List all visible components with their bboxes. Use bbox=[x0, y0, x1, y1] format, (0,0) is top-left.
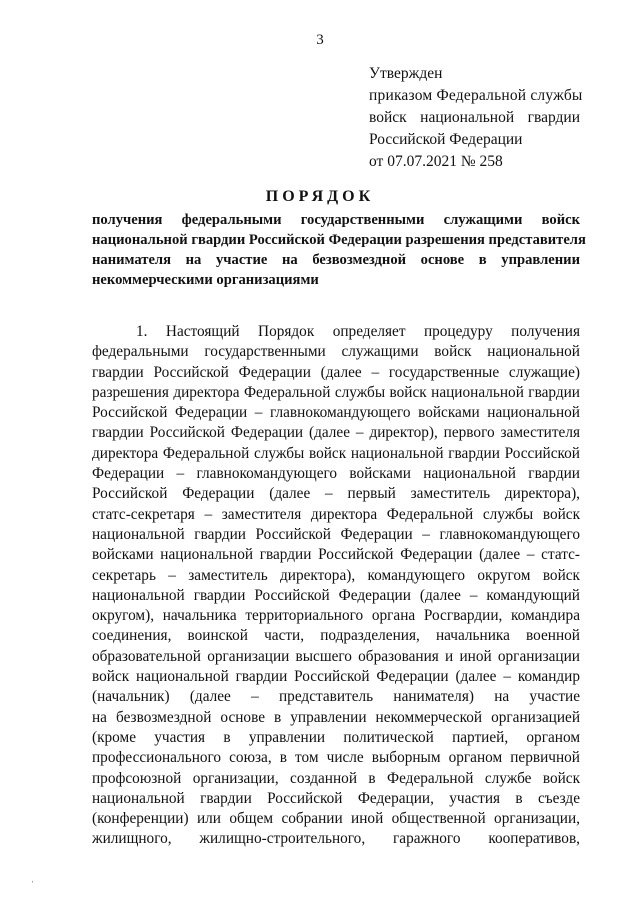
body-line: федеральными государственными служащими войск национальной bbox=[92, 343, 580, 361]
body-line: войск национальной гвардии Российской Федерации (далее – командир bbox=[92, 668, 580, 686]
approval-line: от 07.07.2021 № 258 bbox=[369, 153, 503, 170]
body-line: 1. Настоящий Порядок определяет процедуру получения bbox=[136, 323, 580, 340]
approval-stamp bbox=[369, 63, 583, 173]
body-line: округом), начальника территориального органа Росгвардии, командира bbox=[92, 607, 580, 625]
body-line: профессионального союза, в том числе выборным органом первичной bbox=[92, 749, 580, 767]
body-line: национальной гвардии Российской Федерации, участия в съезде bbox=[92, 789, 580, 807]
body-line: профсоюзной организации, созданной в Федеральной службе войск bbox=[92, 769, 580, 787]
subtitle-line: национальной гвардии Российской Федерации разрешения представителя bbox=[92, 232, 586, 248]
approval-line: войск национальной гвардии bbox=[369, 109, 580, 126]
body-line: гвардии Российской Федерации (далее – директор), первого заместителя bbox=[92, 424, 580, 442]
body-line: (конференции) или общем собрании иной общественной организации, bbox=[92, 810, 580, 828]
subtitle-line: некоммерческими организациями bbox=[92, 272, 319, 288]
body-line: секретарь – заместитель директора), командующего округом войск bbox=[92, 566, 580, 584]
document-subtitle bbox=[92, 210, 586, 290]
body-line: национальной гвардии Российской Федерации (далее – командующий bbox=[92, 586, 580, 604]
subtitle-line: получения федеральными государственными служащими войск bbox=[92, 212, 580, 228]
body-line: Федерации – главнокомандующего войсками национальной гвардии bbox=[92, 465, 580, 483]
body-line: национальной гвардии Российской Федерации – главнокомандующего bbox=[92, 525, 580, 543]
body-paragraph bbox=[92, 322, 580, 850]
body-line: гвардии Российской Федерации (далее – государственные служащие) bbox=[92, 363, 580, 381]
body-line: соединения, воинской части, подразделения, начальника военной bbox=[92, 627, 580, 645]
body-line: статс-секретаря – заместителя директора Федеральной службы войск bbox=[92, 505, 580, 523]
body-line: образовательной организации высшего образования и иной организации bbox=[92, 647, 580, 665]
body-line: разрешения директора Федеральной службы войск национальной гвардии bbox=[92, 383, 580, 401]
approval-line: Утвержден bbox=[369, 65, 443, 82]
body-line: (кроме участия в управлении политической партией, органом bbox=[92, 728, 580, 746]
page-number: 3 bbox=[316, 32, 324, 48]
approval-line: Российской Федерации bbox=[369, 131, 523, 148]
body-line: Российской Федерации – главнокомандующего войсками национальной bbox=[92, 404, 580, 422]
body-line: на безвозмездной основе в управлении некоммерческой организацией bbox=[92, 708, 580, 726]
subtitle-line: нанимателя на участие на безвозмездной основе в управлении bbox=[92, 252, 580, 268]
approval-line: приказом Федеральной службы bbox=[369, 87, 583, 104]
body-line: (начальник) (далее – представитель нанимателя) на участие bbox=[92, 688, 580, 706]
body-line: директора Федеральной службы войск национальной гвардии Российской bbox=[92, 444, 580, 462]
body-line: Российской Федерации (далее – первый заместитель директора), bbox=[92, 485, 580, 503]
body-line: войсками национальной гвардии Российской Федерации (далее – статс- bbox=[92, 546, 580, 564]
body-line: жилищного, жилищно-строительного, гаражного кооперативов, bbox=[92, 830, 580, 848]
document-title: ПОРЯДОК bbox=[265, 188, 375, 205]
margin-mark: ˌ bbox=[31, 872, 35, 883]
